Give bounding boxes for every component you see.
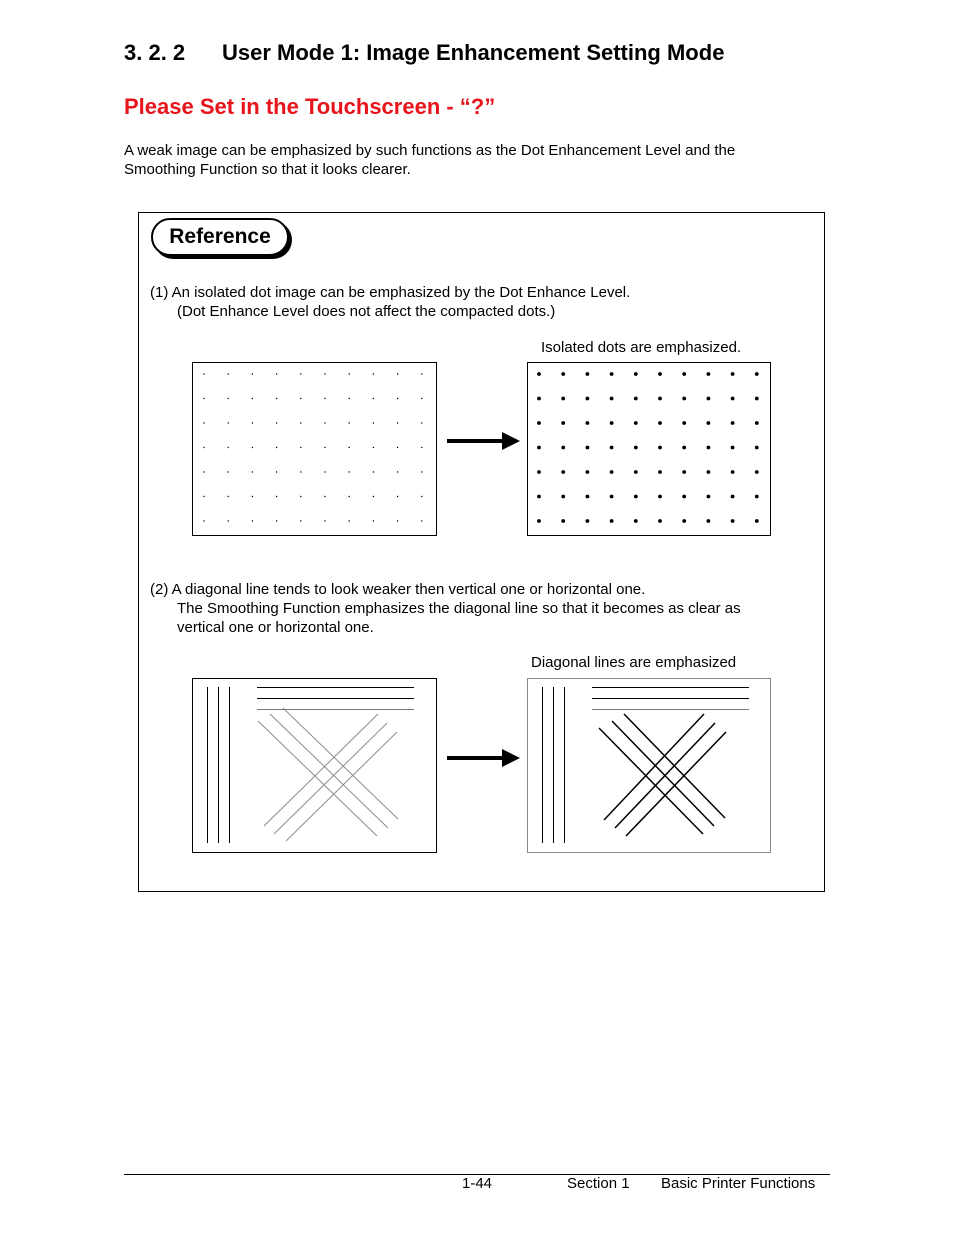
emphasized-dot <box>755 397 759 401</box>
isolated-dot <box>300 447 301 448</box>
emphasized-dot <box>731 519 735 523</box>
isolated-dot <box>276 520 277 521</box>
isolated-dot <box>421 447 422 448</box>
emphasized-dot <box>658 421 662 425</box>
reference-item-2 <box>150 580 741 637</box>
emphasized-dot <box>586 372 590 376</box>
isolated-dot <box>349 373 350 374</box>
isolated-dot <box>276 398 277 399</box>
isolated-dot <box>349 496 350 497</box>
isolated-dot <box>324 471 325 472</box>
weak-lines-panel <box>192 678 437 853</box>
isolated-dot <box>228 422 229 423</box>
emphasized-dot <box>707 470 711 474</box>
isolated-dot <box>300 496 301 497</box>
isolated-dot <box>300 398 301 399</box>
right-arrow-icon <box>446 430 522 452</box>
emphasized-dot <box>537 495 541 499</box>
isolated-dot <box>252 373 253 374</box>
isolated-dot <box>421 520 422 521</box>
isolated-dot <box>228 398 229 399</box>
emphasized-dot <box>561 421 565 425</box>
isolated-dot <box>252 422 253 423</box>
footer-page-number: 1-44 <box>462 1175 493 1192</box>
isolated-dot <box>252 471 253 472</box>
emphasized-dot <box>561 372 565 376</box>
emphasized-dot <box>682 397 686 401</box>
emphasized-dot <box>731 372 735 376</box>
isolated-dot <box>324 398 325 399</box>
intro-paragraph <box>124 141 824 179</box>
isolated-dot <box>373 496 374 497</box>
isolated-dot <box>397 422 398 423</box>
isolated-dot <box>252 447 253 448</box>
reference-badge: Reference <box>151 218 289 256</box>
item2-line1: (2) A diagonal line tends to look weaker then vertical one or horizontal one. <box>150 581 646 598</box>
isolated-dot <box>324 447 325 448</box>
emphasized-dot <box>561 397 565 401</box>
isolated-dot <box>373 373 374 374</box>
emphasized-dot <box>586 495 590 499</box>
isolated-dot <box>373 520 374 521</box>
isolated-dot <box>421 496 422 497</box>
emphasized-dot <box>610 397 614 401</box>
section-heading <box>124 40 724 66</box>
emphasized-dot <box>634 519 638 523</box>
emphasized-dot <box>658 397 662 401</box>
isolated-dot <box>349 520 350 521</box>
isolated-dot <box>228 496 229 497</box>
emphasized-dot <box>586 397 590 401</box>
isolated-dot <box>276 471 277 472</box>
isolated-dot <box>300 373 301 374</box>
emphasized-dot <box>707 397 711 401</box>
isolated-dot <box>421 398 422 399</box>
emphasized-dot <box>682 495 686 499</box>
isolated-dot <box>324 373 325 374</box>
isolated-dot <box>397 373 398 374</box>
subheading: Please Set in the Touchscreen - “?” <box>124 94 496 119</box>
isolated-dot <box>203 471 204 472</box>
isolated-dot <box>324 422 325 423</box>
emphasized-dot <box>561 446 565 450</box>
emphasized-dot <box>707 519 711 523</box>
emphasized-dot <box>755 519 759 523</box>
item1-line2: (Dot Enhance Level does not affect the compacted dots.) <box>177 303 556 320</box>
isolated-dot <box>373 447 374 448</box>
isolated-dot <box>397 398 398 399</box>
emphasized-dot <box>537 372 541 376</box>
isolated-dot <box>203 520 204 521</box>
isolated-dot <box>349 422 350 423</box>
isolated-dot <box>300 471 301 472</box>
intro-line-1: A weak image can be emphasized by such functions as the Dot Enhancement Level and the <box>124 142 736 159</box>
emphasized-dot <box>537 446 541 450</box>
emphasized-dot <box>610 470 614 474</box>
weak-dots-panel <box>192 362 437 536</box>
emphasized-dot <box>537 421 541 425</box>
isolated-dot <box>349 471 350 472</box>
isolated-dot <box>324 520 325 521</box>
isolated-dot <box>421 471 422 472</box>
emphasized-dot <box>634 446 638 450</box>
emphasized-dot <box>586 519 590 523</box>
emphasized-dot <box>707 446 711 450</box>
emphasized-dot <box>707 421 711 425</box>
emphasized-dot <box>537 519 541 523</box>
emphasized-dot <box>610 421 614 425</box>
emphasized-dot <box>755 470 759 474</box>
emphasized-dot <box>634 397 638 401</box>
isolated-dot <box>228 447 229 448</box>
isolated-dot <box>203 398 204 399</box>
isolated-dot <box>397 496 398 497</box>
emphasized-dot <box>731 397 735 401</box>
item1-line1: (1) An isolated dot image can be emphasized by the Dot Enhance Level. <box>150 284 631 301</box>
item1-caption: Isolated dots are emphasized. <box>541 339 742 356</box>
emphasized-dot <box>561 470 565 474</box>
reference-item-1 <box>150 283 630 321</box>
isolated-dot <box>276 422 277 423</box>
emphasized-dot <box>731 421 735 425</box>
emphasized-dot <box>586 446 590 450</box>
footer-section: Section 1 <box>567 1175 630 1192</box>
emphasized-dot <box>658 495 662 499</box>
item2-caption: Diagonal lines are emphasized <box>531 654 737 671</box>
isolated-dot <box>203 496 204 497</box>
emphasized-dot <box>658 470 662 474</box>
item2-line2: The Smoothing Function emphasizes the diagonal line so that it becomes as clear as <box>177 600 741 617</box>
emphasized-dot <box>682 519 686 523</box>
emphasized-dot <box>755 372 759 376</box>
intro-line-2: Smoothing Function so that it looks clearer. <box>124 161 411 178</box>
emphasized-dot <box>707 372 711 376</box>
emphasized-dot <box>658 519 662 523</box>
footer-title: Basic Printer Functions <box>661 1175 816 1192</box>
isolated-dot <box>276 496 277 497</box>
emphasized-dot <box>682 421 686 425</box>
isolated-dot <box>373 422 374 423</box>
isolated-dot <box>228 520 229 521</box>
isolated-dot <box>397 447 398 448</box>
emphasized-dot <box>731 470 735 474</box>
isolated-dot <box>203 422 204 423</box>
emphasized-dot <box>561 519 565 523</box>
emphasized-lines-panel <box>527 678 771 853</box>
emphasized-dot <box>634 372 638 376</box>
isolated-dot <box>397 471 398 472</box>
isolated-dot <box>421 422 422 423</box>
emphasized-dot <box>658 372 662 376</box>
emphasized-dot <box>537 397 541 401</box>
emphasized-dot <box>634 421 638 425</box>
isolated-dot <box>373 471 374 472</box>
emphasized-dot <box>682 470 686 474</box>
emphasized-dot <box>682 446 686 450</box>
emphasized-dot <box>634 495 638 499</box>
isolated-dot <box>203 373 204 374</box>
isolated-dot <box>397 520 398 521</box>
emphasized-dot <box>634 470 638 474</box>
item2-line3: vertical one or horizontal one. <box>177 619 374 636</box>
emphasized-dot <box>586 421 590 425</box>
emphasized-dot <box>731 446 735 450</box>
emphasized-dot <box>707 495 711 499</box>
isolated-dot <box>324 496 325 497</box>
isolated-dot <box>252 398 253 399</box>
isolated-dot <box>349 398 350 399</box>
emphasized-dot <box>755 446 759 450</box>
emphasized-dot <box>610 519 614 523</box>
emphasized-dots-panel <box>527 362 771 536</box>
section-number: 3. 2. 2 <box>124 40 186 65</box>
emphasized-dot <box>610 446 614 450</box>
emphasized-dot <box>586 470 590 474</box>
isolated-dot <box>373 398 374 399</box>
isolated-dot <box>349 447 350 448</box>
emphasized-dot <box>610 495 614 499</box>
isolated-dot <box>421 373 422 374</box>
emphasized-dot <box>658 446 662 450</box>
isolated-dot <box>276 373 277 374</box>
isolated-dot <box>300 422 301 423</box>
isolated-dot <box>203 447 204 448</box>
emphasized-dot <box>537 470 541 474</box>
emphasized-dot <box>755 421 759 425</box>
emphasized-dot <box>610 372 614 376</box>
section-title: User Mode 1: Image Enhancement Setting Mode <box>222 40 725 65</box>
isolated-dot <box>276 447 277 448</box>
isolated-dot <box>228 471 229 472</box>
isolated-dot <box>252 496 253 497</box>
emphasized-dot <box>682 372 686 376</box>
emphasized-dot <box>731 495 735 499</box>
right-arrow-icon <box>446 747 522 769</box>
isolated-dot <box>300 520 301 521</box>
emphasized-dot <box>561 495 565 499</box>
isolated-dot <box>252 520 253 521</box>
emphasized-dot <box>755 495 759 499</box>
isolated-dot <box>228 373 229 374</box>
